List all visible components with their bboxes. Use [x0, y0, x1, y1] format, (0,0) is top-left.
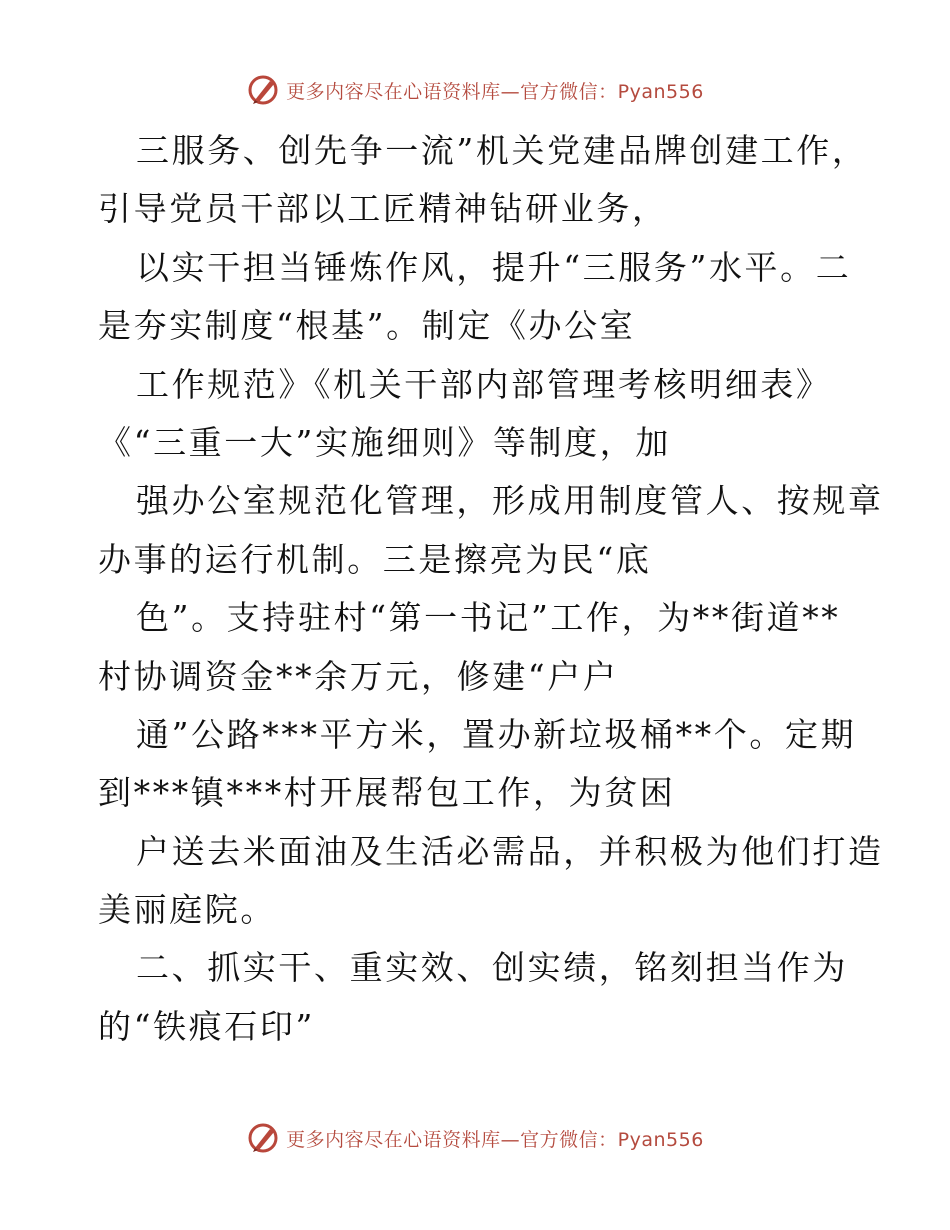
header-watermark: [0, 70, 950, 110]
pen-logo-icon: [246, 1121, 280, 1155]
footer-watermark: [0, 1118, 950, 1158]
watermark-text: 更多内容尽在心语资料库—官方微信：Pyan556: [286, 80, 704, 103]
body-line: 《“三重一大”实施细则》等制度，加: [98, 422, 671, 462]
body-line: 户送去米面油及生活必需品，并积极为他们打造: [136, 831, 884, 871]
pen-logo-icon: [246, 73, 280, 107]
body-line: 二、抓实干、重实效、创实绩，铭刻担当作为: [136, 948, 848, 988]
body-line: 美丽庭院。: [98, 890, 276, 930]
body-line: 办事的运行机制。三是擦亮为民“底: [98, 539, 652, 579]
body-line: 的“铁痕石印”: [98, 1006, 315, 1046]
watermark-text: 更多内容尽在心语资料库—官方微信：Pyan556: [286, 1128, 704, 1151]
body-line: 以实干担当锤炼作风，提升“三服务”水平。二: [136, 247, 852, 287]
body-line: 通”公路***平方米，置办新垃圾桶**个。定期: [136, 714, 857, 754]
body-line: 村协调资金**余万元，修建“户户: [98, 656, 619, 696]
body-line: 色”。支持驻村“第一书记”工作，为**街道**: [136, 598, 841, 638]
body-line: 是夯实制度“根基”。制定《办公室: [98, 306, 636, 346]
body-line: 三服务、创先争一流”机关党建品牌创建工作，: [136, 131, 868, 170]
body-line: 强办公室规范化管理，形成用制度管人、按规章: [136, 481, 884, 521]
body-line: 工作规范》《机关干部内部管理考核明细表》: [136, 364, 832, 404]
document-body: [98, 122, 884, 1056]
body-line: 引导党员干部以工匠精神钻研业务，: [98, 189, 668, 229]
body-line: 到***镇***村开展帮包工作，为贫困: [98, 773, 676, 813]
